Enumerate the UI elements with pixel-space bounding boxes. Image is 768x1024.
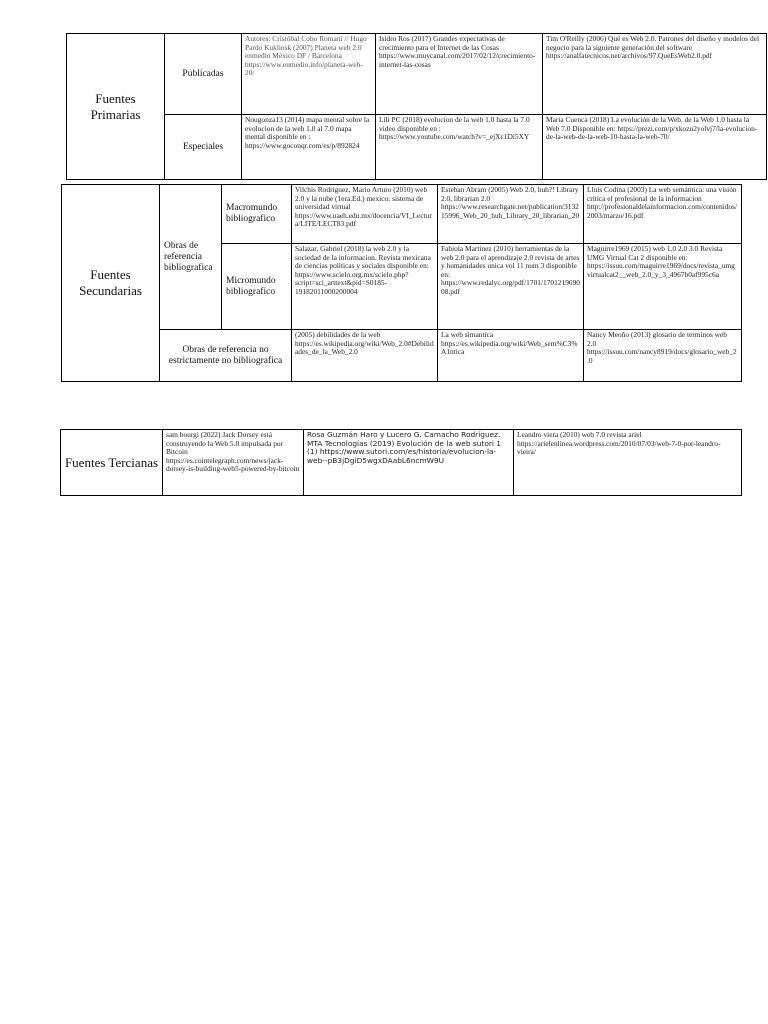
non-bibliographic-cell-1: (2005) debilidades de la web https://es.wikipedia.org/wiki/Web_2.0#Debilidades_de_la_Web_2.0 <box>292 330 438 382</box>
reference-works-label: Obras de referencia bibliografica <box>160 185 222 330</box>
non-bibliographic-cell-2: La web simantica https://es.wikipedia.org/wiki/Web_sem%C3%A1ntica <box>438 330 584 382</box>
non-bibliographic-cell-3: Nancy Meoño (2013) glosario de terminos web 2.0 https://issuu.com/nancy8919/docs/glosario_web_2.0 <box>584 330 742 382</box>
macroworld-cell-2: Esteban Abram (2005) Web 2.0, huh?! Library 2.0, librarian 2.0 https://www.researchgate.net/publication/313215996_Web_20_huh_Library_20_librarian_20 <box>438 185 584 244</box>
published-cell-1: Autores: Cristóbal Cobo Romaní // Hugo Pardo Kuklinsk (2007) Planeta web 2.0 enmedio México DF / Barcelona https://www.enmedio.info/planeta-web-20/ <box>242 34 376 115</box>
non-bibliographic-label: Obras de referencia no estrictamente no bibliografica <box>160 330 292 382</box>
primary-sources-title: Fuentes Primarias <box>67 34 165 180</box>
microworld-cell-1: Salazar, Gabriel (2018) la web 2.0 y la sociedad de la informacion. Revista mexicana de ciencias politicas y sociales disponible en: https://www.scielo.org.mx/scielo.php?script=sci_arttext&pid=S0185-19182011000200004 <box>292 244 438 330</box>
published-cell-2: Isidro Ros (2017) Grandes expectativas de crecimiento para el Internet de las Cosas https://www.muycanal.com/2017/02/12/crecimiento-internet-las-cosas <box>376 34 543 115</box>
primary-sources-table <box>66 33 767 180</box>
tertiary-cell-2: Rosa Guzmán Haro y Lucero G. Camacho Rodríguez. MTA Tecnologías (2019) Evolución de la web sutori 1 (1) https://www.sutori.com/es/historia/evolucion-la-web--pB3jDgiD5wgxDAabL6ncmW9U <box>304 430 514 496</box>
tertiary-cell-3: Leandro viera (2010) web 7.0 revista ariel https://arielenlinea.wordpress.com/2010/07/03/web-7-0-por-leandro-vieira/ <box>514 430 742 496</box>
macroworld-cell-3: Lluís Codina (2003) La web semántica: una visión crítica el profesional de la informacion http://profesionaldelainformacion.com/contenidos/2003/marzo/16.pdf <box>584 185 742 244</box>
published-cell-3: Tim O'Reilly (2006) Qué es Web 2.0. Patrones del diseño y modelos del negocio para la siguiente generación del software https://analfatecnicos.net/archivos/97.QueEsWeb2.0.pdf <box>543 34 767 115</box>
published-label: Publicadas <box>165 34 242 115</box>
secondary-sources-table <box>61 184 742 382</box>
special-cell-3: Maria Cuenca (2018) La evolución de la Web. de la Web 1.0 hasta la Web 7.0 Disponible en: https://prezi.com/p/xkozu2yolvj7/la-evolucion-de-la-web-de-la-web-10-hasta-la-web-70/ <box>543 115 767 180</box>
tertiary-cell-1: sam bourgi (2022) Jack Dorsey está construyendo la Web 5.0 impulsada por Bitcoin https://es.cointelegraph.com/news/jack-dorsey-is-building-web5-powered-by-bitcoin <box>163 430 304 496</box>
macroworld-cell-1: Vilchis Rodriguez, Mario Arturo (2010) web 2.0 y la nube (1era.Ed.) mexico: sistema de universidad virtual https://www.uaeh.edu.mx/docencia/VI_Lectura/LITE/LECT83.pdf <box>292 185 438 244</box>
special-label: Especiales <box>165 115 242 180</box>
secondary-sources-title: Fuentes Secundarias <box>62 185 160 382</box>
microworld-cell-2: Fabiola Martinez (2010) herramientas de la web 2.0 para el aprendizaje 2.0 revista de artes y humanidades unica vol 11 num 3 disponible en: https://www.redalyc.org/pdf/1701/170121969008.pdf <box>438 244 584 330</box>
tertiary-sources-table <box>60 429 742 496</box>
microworld-label: Micromundo bibliografico <box>222 244 292 330</box>
microworld-cell-3: Maguirre1969 (2015) web 1.0 2.0 3.0 Revista UMG Virtual Cat 2 disponible en: https://issuu.com/maguirre1969/docs/revista_umgvirtualcat2__web_2.0_y_3_4967b0af995c6a <box>584 244 742 330</box>
special-cell-1: Nougonza13 (2014) mapa mental sobre la evolucion de la web 1.0 al 7.0 mapa mental disponible en : https://www.goconqr.com/es/p/892824 <box>242 115 376 180</box>
special-cell-2: Lili PC (2018) evolucion de la web 1.0 hasta la 7.0 video disponible en : https://www.youtube.com/watch?v=_ejXc1Di5XY <box>376 115 543 180</box>
tertiary-sources-title: Fuentes Tercianas <box>61 430 163 496</box>
macroworld-label: Macromundo bibliografico <box>222 185 292 244</box>
